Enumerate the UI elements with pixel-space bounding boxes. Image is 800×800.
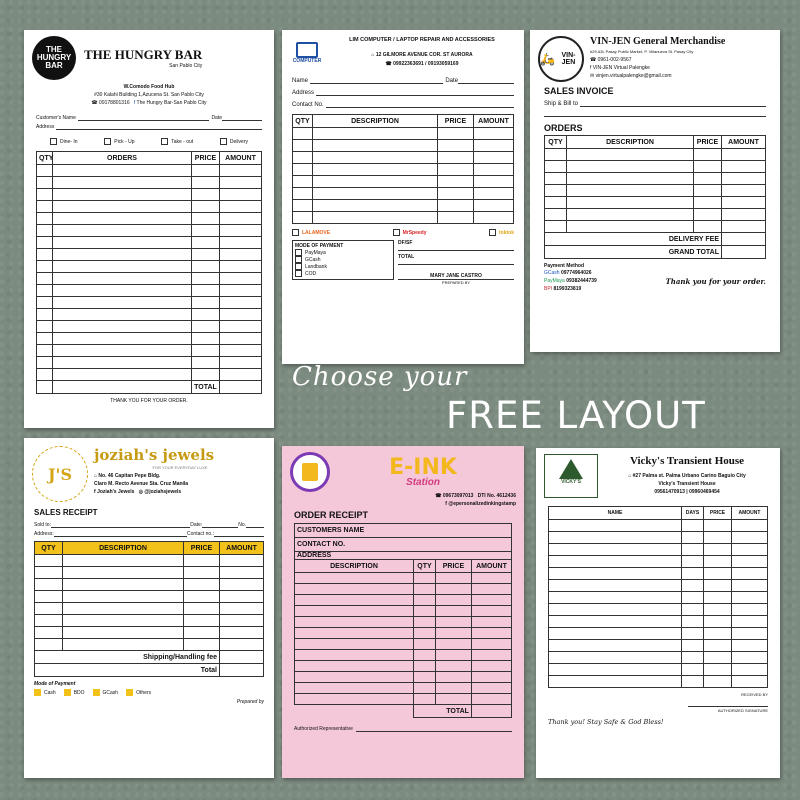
mode-paymaya[interactable]: PayMaya: [295, 249, 391, 256]
table-row[interactable]: [35, 567, 264, 579]
ship-line-2[interactable]: [544, 107, 766, 117]
eink-receipt: [282, 446, 524, 778]
hungry-city: San Pablo City: [169, 63, 203, 69]
tree-icon: [559, 459, 583, 479]
hungry-fb: The Hungry Bar-San Pablo City: [136, 100, 207, 106]
table-row[interactable]: [37, 177, 262, 189]
tagline-choose: Choose your: [292, 362, 468, 392]
vinjen-title: SALES INVOICE: [544, 86, 614, 96]
table-row[interactable]: [35, 639, 264, 651]
table-row[interactable]: [549, 652, 768, 664]
joziah-order-table: QTY DESCRIPTION PRICE AMOUNT Shipping/Handling fee Total: [34, 541, 264, 677]
hungry-order-table: QTY ORDERS PRICE AMOUNT TOTAL: [36, 151, 262, 394]
ship-label: Ship & Bill to: [544, 100, 579, 107]
table-row[interactable]: [295, 694, 512, 705]
courier-lalamove[interactable]: LALAMOVE: [292, 229, 330, 236]
option-take-out[interactable]: Take - out: [161, 138, 193, 145]
courier-mrspeedy[interactable]: MrSpeedy: [393, 229, 427, 236]
table-row[interactable]: [545, 209, 766, 221]
table-row[interactable]: [37, 261, 262, 273]
vinjen-logo: 🛵 VIN-JEN: [538, 36, 584, 82]
facebook-icon: f: [133, 100, 136, 106]
table-row[interactable]: [549, 520, 768, 532]
vicky-address: ⌂ #27 Palma st. Palma Urbano Carino Baguio City: [628, 473, 746, 479]
eink-total-label: TOTAL: [413, 705, 471, 718]
vicky-name: Vicky's Transient House: [629, 455, 745, 467]
mode-cod[interactable]: COD: [295, 270, 391, 277]
vinjen-email: ✉ vinjen.virtualpalengke@gmail.com: [590, 73, 672, 79]
eink-dti: DTI No. 4612436: [477, 493, 516, 499]
joziah-address1: ⌂ No. 46 Capitan Pepe Bldg.: [94, 473, 161, 479]
lim-computer-receipt: [282, 30, 524, 364]
table-row[interactable]: [295, 584, 512, 595]
table-row[interactable]: [549, 580, 768, 592]
eink-address-label: ADDRESS: [295, 552, 512, 560]
contact-line[interactable]: [326, 101, 514, 108]
address-line[interactable]: [54, 531, 187, 537]
table-row[interactable]: [37, 225, 262, 237]
mode-landbank[interactable]: Landbank: [295, 263, 391, 270]
table-row[interactable]: [37, 369, 262, 381]
option-dine-in[interactable]: Dine- In: [50, 138, 78, 145]
address-label: Address:: [34, 531, 54, 537]
df-sf-label: DF/SF: [398, 240, 514, 251]
table-row[interactable]: [545, 221, 766, 233]
table-row[interactable]: [37, 345, 262, 357]
table-row[interactable]: [295, 683, 512, 694]
table-row[interactable]: [549, 568, 768, 580]
phone-icon: ☎: [91, 100, 98, 106]
table-row[interactable]: [35, 603, 264, 615]
table-row[interactable]: [295, 661, 512, 672]
mode-bdo[interactable]: BDO: [64, 689, 85, 696]
vicky-received: RECEIVED BY: [741, 692, 768, 697]
mode-cash[interactable]: Cash: [34, 689, 56, 696]
vinjen-name: VIN-JEN General Merchandise: [590, 36, 726, 47]
eink-fb: f @epersonalizedinkingstamp: [445, 501, 516, 507]
table-row[interactable]: [293, 164, 514, 176]
lim-address: 12 GILMORE AVENUE COR. ST AURORA: [375, 52, 473, 58]
lim-mode-label: MODE OF PAYMENT: [295, 243, 344, 249]
name-label: Name: [292, 77, 309, 84]
vinjen-orders-label: ORDERS: [544, 123, 583, 133]
eink-order-table: CUSTOMERS NAME CONTACT NO. ADDRESS DESCRIPTION QTY PRICE AMOUNT TOTAL: [294, 523, 512, 718]
joziah-logo: J'S: [32, 446, 88, 502]
table-row[interactable]: [549, 628, 768, 640]
table-row[interactable]: [295, 617, 512, 628]
date-label: Date:: [190, 522, 203, 528]
table-row[interactable]: [295, 573, 512, 584]
table-row[interactable]: [545, 161, 766, 173]
hungry-total-label: TOTAL: [192, 381, 220, 394]
eink-authorized: Authorized Representative: [294, 726, 353, 732]
eink-logo-icon: [290, 452, 330, 492]
table-row[interactable]: [37, 273, 262, 285]
table-row[interactable]: [549, 592, 768, 604]
sold-label: Sold to:: [34, 522, 51, 528]
table-row[interactable]: [295, 595, 512, 606]
ship-line[interactable]: [580, 100, 766, 107]
vicky-logo: VICKY'S: [544, 454, 598, 498]
table-row[interactable]: [549, 532, 768, 544]
customer-label: Customer's Name: [36, 115, 76, 121]
payment-bpi: BPI 8199323819: [544, 286, 582, 292]
payment-method-label: Payment Method: [544, 263, 585, 269]
eink-phone: ☎ 09673097013: [435, 493, 474, 499]
hungry-address: #30 Kalahi Building 1,Azucena St. San Pablo City: [94, 92, 204, 98]
table-row[interactable]: [37, 309, 262, 321]
table-row[interactable]: [293, 188, 514, 200]
table-row[interactable]: [293, 152, 514, 164]
hungry-bar-receipt: [24, 30, 274, 428]
address-label: Address: [36, 124, 55, 130]
table-row[interactable]: [295, 628, 512, 639]
vinjen-order-table: QTY DESCRIPTION PRICE AMOUNT DELIVERY FEE GRAND TOTAL: [544, 135, 766, 259]
option-delivery[interactable]: Delivery: [220, 138, 248, 145]
joziah-title: SALES RECEIPT: [34, 508, 98, 517]
table-row[interactable]: [37, 297, 262, 309]
table-row[interactable]: [549, 616, 768, 628]
table-row[interactable]: [37, 165, 262, 177]
table-row[interactable]: [545, 197, 766, 209]
contact-line[interactable]: [214, 531, 264, 537]
payment-gcash: GCash 09774964026: [544, 270, 592, 276]
table-row[interactable]: [37, 189, 262, 201]
mode-others[interactable]: Others: [126, 689, 151, 696]
joziah-mode-label: Mode of Payment: [34, 681, 76, 687]
table-row[interactable]: [549, 664, 768, 676]
table-row[interactable]: [295, 606, 512, 617]
joziah-fb: f Joziah's Jewels: [94, 489, 135, 495]
table-row[interactable]: [295, 672, 512, 683]
authorized-line[interactable]: [356, 726, 512, 732]
no-label: No.: [238, 522, 246, 528]
table-row[interactable]: [37, 237, 262, 249]
lim-phone: 09922363691 / 09193059169: [393, 61, 459, 67]
eink-contact-label: CONTACT NO.: [295, 538, 512, 552]
name-line[interactable]: [310, 77, 443, 84]
location-icon: ⌂: [371, 52, 375, 58]
table-row[interactable]: [293, 140, 514, 152]
no-line[interactable]: [246, 522, 264, 528]
vicky-receipt: [536, 448, 780, 778]
vicky-table: NAME DAYS PRICE AMOUNT: [548, 506, 768, 688]
table-row[interactable]: [549, 640, 768, 652]
table-row[interactable]: [545, 185, 766, 197]
contact-label: Contact no.:: [187, 531, 214, 537]
table-row[interactable]: [549, 556, 768, 568]
date-label: Date: [445, 77, 458, 84]
table-row[interactable]: [293, 212, 514, 224]
vicky-phone: 09561470913 | 09960469454: [654, 489, 720, 495]
date-label: Date: [211, 115, 222, 121]
table-row[interactable]: [35, 615, 264, 627]
sold-line[interactable]: [51, 522, 190, 528]
address-line[interactable]: [316, 89, 514, 96]
mode-gcash[interactable]: GCash: [295, 256, 391, 263]
hungry-bar-logo: THE HUNGRY BAR: [32, 36, 76, 80]
mode-gcash[interactable]: GCash: [93, 689, 119, 696]
eink-customer-label: CUSTOMERS NAME: [295, 524, 512, 538]
address-line[interactable]: [56, 124, 262, 130]
table-row[interactable]: [549, 604, 768, 616]
lim-payment-box: [292, 240, 394, 280]
delivery-fee-label: DELIVERY FEE: [545, 233, 722, 246]
table-row[interactable]: [295, 650, 512, 661]
table-row[interactable]: [545, 173, 766, 185]
date-line[interactable]: [202, 522, 238, 528]
computer-icon: COMPUTER: [288, 42, 326, 64]
option-pick-up[interactable]: Pick - Up: [104, 138, 134, 145]
vinjen-address: #29 A3L Pasay Public Market, P. Villanueva St. Pasay City: [590, 49, 694, 54]
hungry-hub: W.Comodo Food Hub: [123, 84, 175, 90]
vinjen-phone: ☎ 0961-002-9567: [590, 57, 632, 63]
eink-logo-sub: Station: [406, 476, 440, 488]
table-row[interactable]: [293, 128, 514, 140]
joziah-receipt: [24, 438, 274, 778]
phone-icon: ☎: [385, 61, 392, 67]
motorcycle-icon: 🛵: [540, 52, 555, 66]
date-line[interactable]: [222, 115, 262, 121]
vicky-fb: Vicky's Transient House: [658, 481, 716, 487]
signature-line[interactable]: [688, 697, 768, 707]
table-row[interactable]: [295, 639, 512, 650]
courier-toktok[interactable]: toktok: [489, 229, 514, 236]
vicky-thanks: Thank you! Stay Safe & God Bless!: [548, 718, 664, 726]
date-line[interactable]: [458, 77, 514, 84]
lim-name: LIM COMPUTER / LAPTOP REPAIR AND ACCESSORIES: [349, 37, 495, 43]
tagline-free-layout: FREE LAYOUT: [446, 394, 706, 437]
lim-order-table: QTY DESCRIPTION PRICE AMOUNT: [292, 114, 514, 224]
prepared-label: PREPARED BY: [441, 280, 471, 285]
hungry-phone: 09178801316: [99, 100, 130, 106]
joziah-ig: ◎ @joziahsjewels: [138, 489, 182, 495]
vinjen-thanks: Thank you for your order.: [665, 276, 766, 286]
table-row[interactable]: [293, 176, 514, 188]
table-row[interactable]: [37, 321, 262, 333]
table-row[interactable]: [37, 333, 262, 345]
eink-title: ORDER RECEIPT: [294, 510, 369, 520]
vicky-authorized: AUTHORIZED SIGNATURE: [717, 708, 768, 713]
table-row[interactable]: [37, 213, 262, 225]
customer-line[interactable]: [78, 115, 210, 121]
joziah-prepared: Prepared by: [236, 699, 264, 705]
joziah-total-label: Total: [35, 664, 220, 677]
lim-total-label: TOTAL: [398, 254, 514, 265]
table-row[interactable]: [37, 249, 262, 261]
payment-paymaya: PayMaya 09382444739: [544, 278, 597, 284]
joziah-address2: Claro M. Recto Avenue Sta. Cruz Manila: [94, 481, 189, 487]
grand-total-label: GRAND TOTAL: [545, 246, 722, 259]
vinjen-fb: f VIN-JEN Virtual Palengke: [590, 65, 650, 71]
table-row[interactable]: [35, 591, 264, 603]
address-label: Address: [292, 89, 315, 96]
shipping-label: Shipping/Handling fee: [35, 651, 220, 664]
eink-logo-text: E-INK: [389, 454, 457, 480]
table-row[interactable]: [37, 201, 262, 213]
table-row[interactable]: [549, 544, 768, 556]
table-row[interactable]: [35, 555, 264, 567]
hungry-thanks: THANK YOU FOR YOUR ORDER.: [110, 398, 188, 404]
table-row[interactable]: [37, 285, 262, 297]
vinjen-receipt: [530, 30, 780, 352]
table-row[interactable]: [35, 579, 264, 591]
table-row[interactable]: [37, 357, 262, 369]
joziah-name: joziah's jewels: [94, 446, 215, 464]
table-row[interactable]: [545, 149, 766, 161]
table-row[interactable]: [293, 200, 514, 212]
table-row[interactable]: [35, 627, 264, 639]
table-row[interactable]: [549, 676, 768, 688]
contact-label: Contact No.: [292, 101, 324, 108]
prepared-name: MARY JANE CASTRO: [398, 273, 514, 280]
joziah-tag: FOR YOUR EVERYDAY LUXE: [152, 465, 208, 470]
hungry-bar-name: THE HUNGRY BAR: [84, 47, 203, 62]
